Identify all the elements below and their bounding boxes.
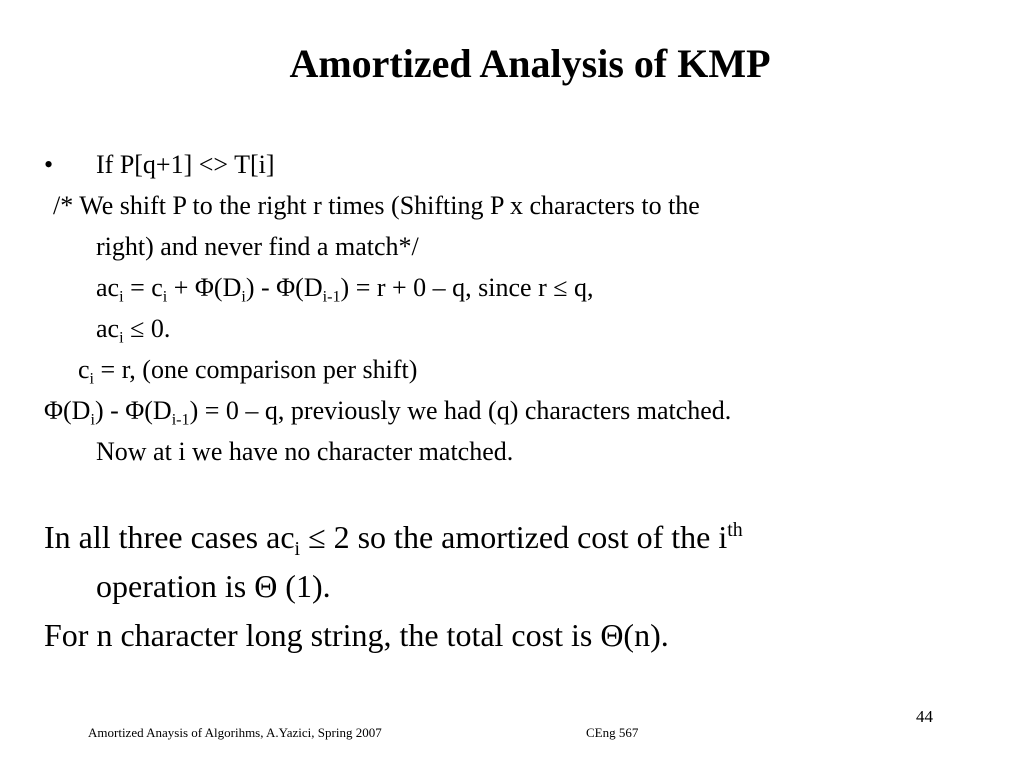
amortized-cost-equation: $ac_i = c_i + \Phi(D_i) - \Phi(D_{i-1}) = r + 0 - q$, since r ≤ q,	[96, 273, 594, 306]
total-cost-line: For n character long string, the total cost is Θ(n).	[44, 617, 669, 653]
potential-difference-line-continued: Now at i we have no character matched.	[96, 437, 514, 466]
bullet: •	[44, 150, 54, 179]
slide-title: Amortized Analysis of KMP	[289, 41, 771, 86]
conclusion-line: In all three cases $ac_i \le 2$ so the amortized cost of the $i^{th}$	[44, 519, 743, 560]
comment-line-continued: right) and never find a match*/	[96, 232, 419, 261]
condition-line: If P[q+1] <> T[i]	[96, 150, 275, 179]
amortized-cost-bound: $ac_i \le 0$.	[96, 314, 171, 347]
comment-line: /* We shift P to the right r times (Shifting P x characters to the	[53, 191, 700, 220]
footer-right: CEng 567	[586, 725, 639, 740]
conclusion-line-continued: operation is Θ (1).	[96, 568, 331, 604]
potential-difference-line: $\Phi(D_i) - \Phi(D_{i-1}) = 0 - q$, previously we had (q) characters matched.	[44, 396, 732, 429]
actual-cost-line: $c_i = r$, (one comparison per shift)	[78, 355, 418, 388]
footer-left: Amortized Anaysis of Algorihms, A.Yazici, Spring 2007	[88, 725, 382, 740]
page-number: 44	[916, 707, 933, 726]
